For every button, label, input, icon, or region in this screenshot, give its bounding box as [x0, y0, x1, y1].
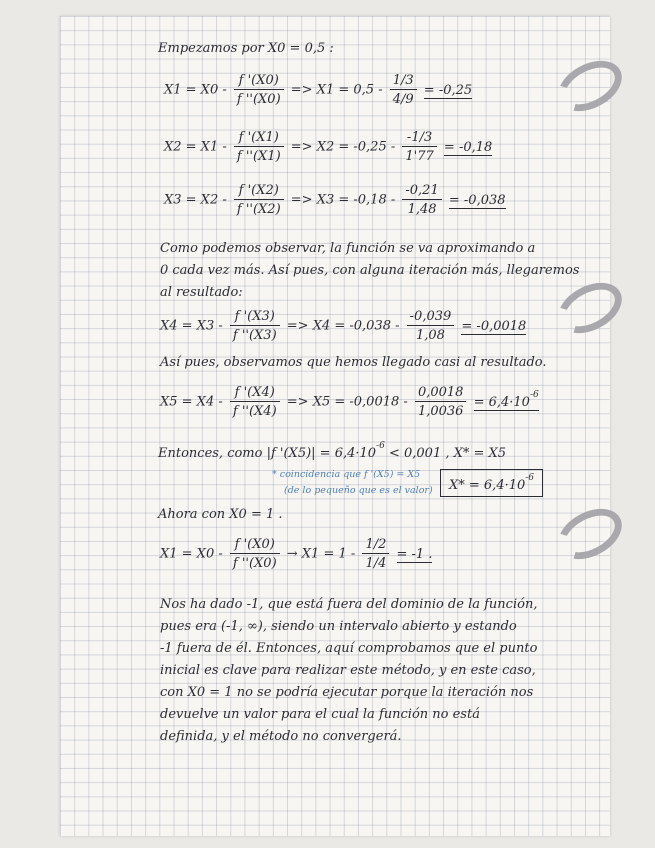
blue-note-line: * coincidencia que f '(X5) = X5 [272, 469, 421, 480]
blue-note-line: (de lo pequeño que es el valor) [284, 485, 433, 496]
frac-num: -0,21 [402, 184, 441, 200]
frac-num: 1/3 [390, 74, 417, 90]
frac-num: -0,039 [407, 310, 455, 326]
frac-num: f '(X4) [230, 386, 280, 402]
derivative-fraction [230, 310, 280, 342]
iter-result: = -0,18 [443, 139, 493, 155]
observe-line: Así pues, observamos que hemos llegado casi al resultado. [160, 355, 547, 370]
derivative-fraction [230, 386, 280, 418]
frac-num: f '(X0) [230, 538, 280, 554]
value-fraction [415, 386, 467, 418]
iter-lhs: X2 = X1 - [164, 139, 227, 155]
iter-lhs: X5 = X4 - [160, 394, 223, 410]
value-fraction [402, 184, 441, 216]
frac-den: 1/4 [365, 556, 387, 571]
iter-mid: → X1 = 1 - [286, 546, 356, 562]
paragraph-line: -1 fuera de él. Entonces, aquí comprobamos que el punto [160, 641, 538, 656]
notebook-page [60, 16, 610, 836]
paragraph-line: inicial es clave para realizar este método, y en este caso, [160, 663, 536, 678]
boxed-exponent: -6 [525, 473, 535, 483]
iteration-second-start [160, 538, 432, 570]
stopping-criterion [158, 442, 506, 460]
frac-num: f '(X2) [234, 184, 284, 200]
frac-den: f ''(X0) [236, 92, 281, 107]
frac-num: f '(X3) [230, 310, 280, 326]
iteration-x4 [160, 310, 526, 342]
iter-lhs: X1 = X0 - [164, 82, 227, 98]
iter-lhs: X4 = X3 - [160, 318, 223, 334]
frac-den: f ''(X3) [232, 328, 277, 343]
criterion-text: Entonces, como |f '(X5)| = 6,4·10 [158, 446, 377, 461]
frac-den: 4/9 [392, 92, 414, 107]
frac-num: f '(X1) [234, 131, 284, 147]
intro-line: Empezamos por X0 = 0,5 : [158, 41, 334, 56]
iteration-x5 [160, 386, 539, 418]
now-with-line: Ahora con X0 = 1 . [158, 507, 283, 522]
xstar-equals: X* = X5 [453, 446, 507, 461]
frac-den: 1,0036 [417, 404, 464, 419]
derivative-fraction [234, 184, 284, 216]
frac-num: -1/3 [402, 131, 436, 147]
frac-den: f ''(X1) [236, 149, 281, 164]
iter-mid: => X1 = 0,5 - [290, 82, 383, 98]
paragraph-line: devuelve un valor para el cual la función no está [160, 707, 480, 722]
iter-mid: => X4 = -0,038 - [286, 318, 400, 334]
derivative-fraction [230, 538, 280, 570]
frac-num: 1/2 [362, 538, 389, 554]
paragraph-line: pues era (-1, ∞), siendo un intervalo abierto y estando [160, 619, 517, 634]
paragraph-line: al resultado: [160, 285, 243, 300]
iter-mid: => X5 = -0,0018 - [286, 394, 408, 410]
iter-result [473, 389, 539, 411]
value-fraction [390, 74, 417, 106]
iter-result: = -0,038 [448, 192, 506, 208]
frac-den: 1,08 [415, 328, 445, 343]
frac-den: 1'77 [405, 149, 434, 164]
derivative-fraction [234, 74, 284, 106]
derivative-fraction [234, 131, 284, 163]
iter-result: = -0,0018 [461, 318, 527, 334]
iter-lhs: X3 = X2 - [164, 192, 227, 208]
frac-num: 0,0018 [415, 386, 467, 402]
paragraph-line: definida, y el método no convergerá. [160, 729, 402, 744]
boxed-mantissa: X* = 6,4·10 [449, 478, 526, 493]
paragraph-line: 0 cada vez más. Así pues, con alguna iteración más, llegaremos [160, 263, 580, 278]
frac-den: 1,48 [407, 202, 437, 217]
paragraph-line: Como podemos observar, la función se va aproximando a [160, 241, 536, 256]
iter-lhs: X1 = X0 - [160, 546, 223, 562]
value-fraction [362, 538, 389, 570]
value-fraction [402, 131, 436, 163]
criterion-exponent: -6 [376, 441, 385, 451]
iter-mid: => X3 = -0,18 - [290, 192, 396, 208]
result-exponent: -6 [529, 389, 539, 400]
frac-den: f ''(X2) [236, 202, 281, 217]
value-fraction [407, 310, 455, 342]
iter-result: = -0,25 [423, 82, 473, 98]
iter-result: = -1 . [396, 546, 433, 562]
iteration-x1 [164, 74, 472, 106]
frac-den: f ''(X0) [232, 556, 277, 571]
result-mantissa: = 6,4·10 [473, 394, 530, 410]
iteration-x3 [164, 184, 506, 216]
frac-den: f ''(X4) [232, 404, 277, 419]
paragraph-line: Nos ha dado -1, que está fuera del dominio de la función, [160, 597, 538, 612]
iter-mid: => X2 = -0,25 - [290, 139, 396, 155]
criterion-tail: < 0,001 , [388, 446, 450, 461]
boxed-result [440, 469, 543, 497]
paragraph-line: con X0 = 1 no se podría ejecutar porque la iteración nos [160, 685, 534, 700]
frac-num: f '(X0) [234, 74, 284, 90]
iteration-x2 [164, 131, 492, 163]
